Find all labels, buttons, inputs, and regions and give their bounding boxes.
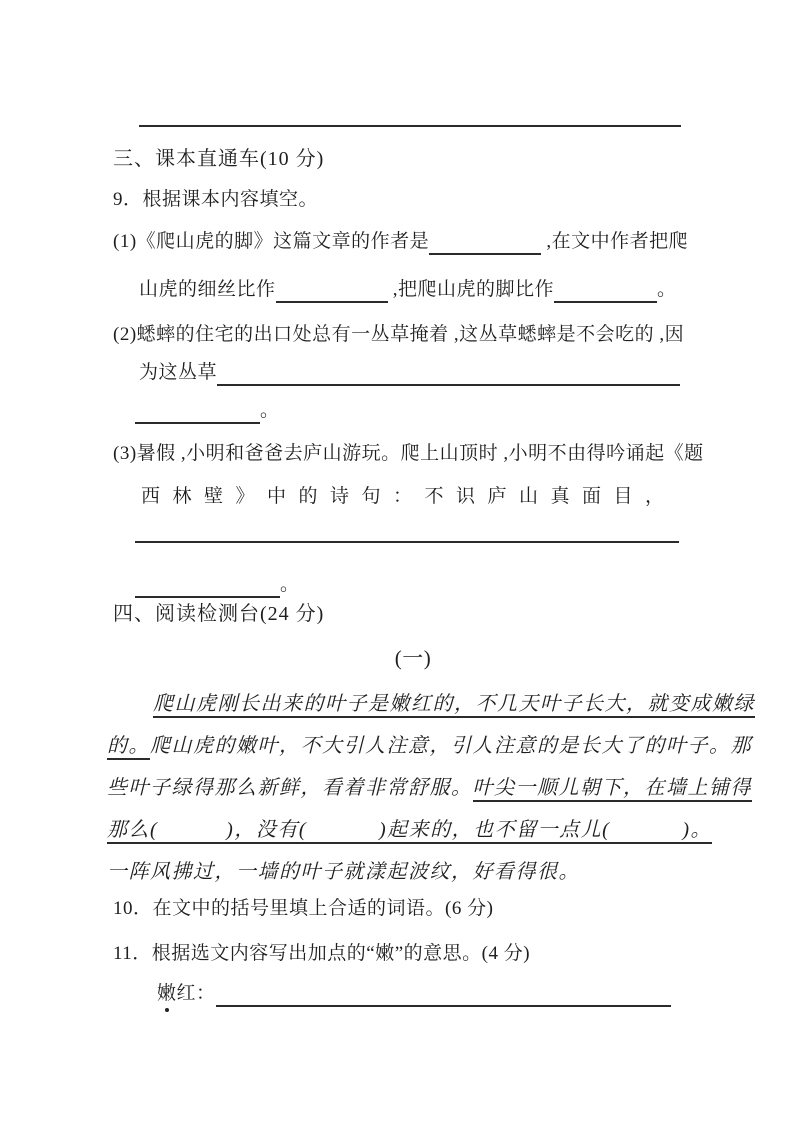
- answer-blank: [135, 575, 280, 598]
- passage-text: 些叶子绿得那么新鲜，看着非常舒服。: [107, 777, 473, 799]
- passage-underlined-text: 叶尖一顺儿朝下，在墙上铺得: [473, 777, 753, 802]
- q11-answer-line: [157, 981, 671, 1007]
- q9-stem: 9．根据课本内容填空。: [113, 189, 319, 210]
- q9-item3-line4: [135, 572, 300, 598]
- passage-text: )起来的，也不留一点儿(: [379, 819, 611, 841]
- paragraph-indent: [107, 698, 153, 718]
- passage-line5: 一阵风拂过，一墙的叶子就漾起波纹，好看得很。: [107, 861, 580, 883]
- section4-heading: 四、阅读检测台(24 分): [113, 603, 325, 625]
- q9-item2-line2: [139, 360, 680, 386]
- q9-item3-line1: (3)暑假 ,小明和爸爸去庐山游玩。爬上山顶时 ,小明不由得吟诵起《题: [113, 443, 704, 464]
- passage-underlined-text: [107, 819, 712, 844]
- bracket-blank: [610, 824, 682, 844]
- answer-blank: [135, 401, 260, 424]
- q9-item1-text: ,在文中作者把爬: [541, 231, 689, 252]
- passage-text: 那么(: [107, 819, 159, 841]
- passage-line4: [107, 817, 712, 844]
- q9-item1-text: (1)《爬山虎的脚》这篇文章的作者是: [113, 231, 430, 252]
- passage-line2: [107, 733, 752, 759]
- q9-item3-text: 。: [280, 574, 300, 595]
- q9-item2-line3: [135, 398, 280, 424]
- answer-rule-top: [139, 110, 681, 127]
- answer-blank: [429, 232, 541, 255]
- answer-blank: [554, 280, 657, 303]
- passage-underlined-text: 的。: [107, 735, 150, 760]
- q9-item1-text: 山虎的细丝比作: [139, 279, 276, 300]
- passage-text: )，没有(: [226, 819, 307, 841]
- answer-blank: [276, 280, 388, 303]
- bracket-blank: [307, 824, 379, 844]
- q9-item1-text: ,把爬山虎的脚比作: [387, 279, 555, 300]
- q9-item2-text: 。: [260, 400, 280, 421]
- q10-stem: 10．在文中的括号里填上合适的词语。(6 分): [113, 898, 494, 919]
- passage-text: 爬山虎的嫩叶，不大引人注意，引人注意的是长大了的叶子。那: [150, 735, 752, 757]
- passage-part-label: (一): [394, 646, 432, 670]
- passage-line1: [107, 691, 755, 718]
- section3-heading: 三、课本直通车(10 分): [113, 148, 325, 170]
- bracket-blank: [158, 824, 226, 844]
- passage-underlined-text: 爬山虎刚长出来的叶子是嫩红的，不几天叶子长大，就变成嫩绿: [153, 693, 755, 718]
- answer-blank: [217, 363, 680, 386]
- dotted-character: 嫩: [157, 981, 177, 1007]
- q9-item3-poem-line: 西林壁》中的诗句：不识庐山真面目，: [141, 486, 677, 507]
- answer-rule: [135, 526, 679, 543]
- q9-item1-line2: [139, 277, 677, 303]
- passage-line3: [107, 775, 752, 801]
- q9-item1-text: 。: [657, 279, 677, 300]
- answer-blank: [216, 984, 671, 1007]
- q9-item2-line1: (2)蟋蟀的住宅的出口处总有一丛草掩着 ,这丛草蟋蟀是不会吃的 ,因: [113, 324, 685, 345]
- passage-text: )。: [682, 819, 712, 841]
- q11-stem: 11．根据选文内容写出加点的“嫩”的意思。(4 分): [113, 943, 531, 964]
- q11-term-rest: 红：: [176, 983, 216, 1004]
- q9-item1-line1: [113, 229, 688, 255]
- q9-item2-text: 为这丛草: [139, 362, 218, 383]
